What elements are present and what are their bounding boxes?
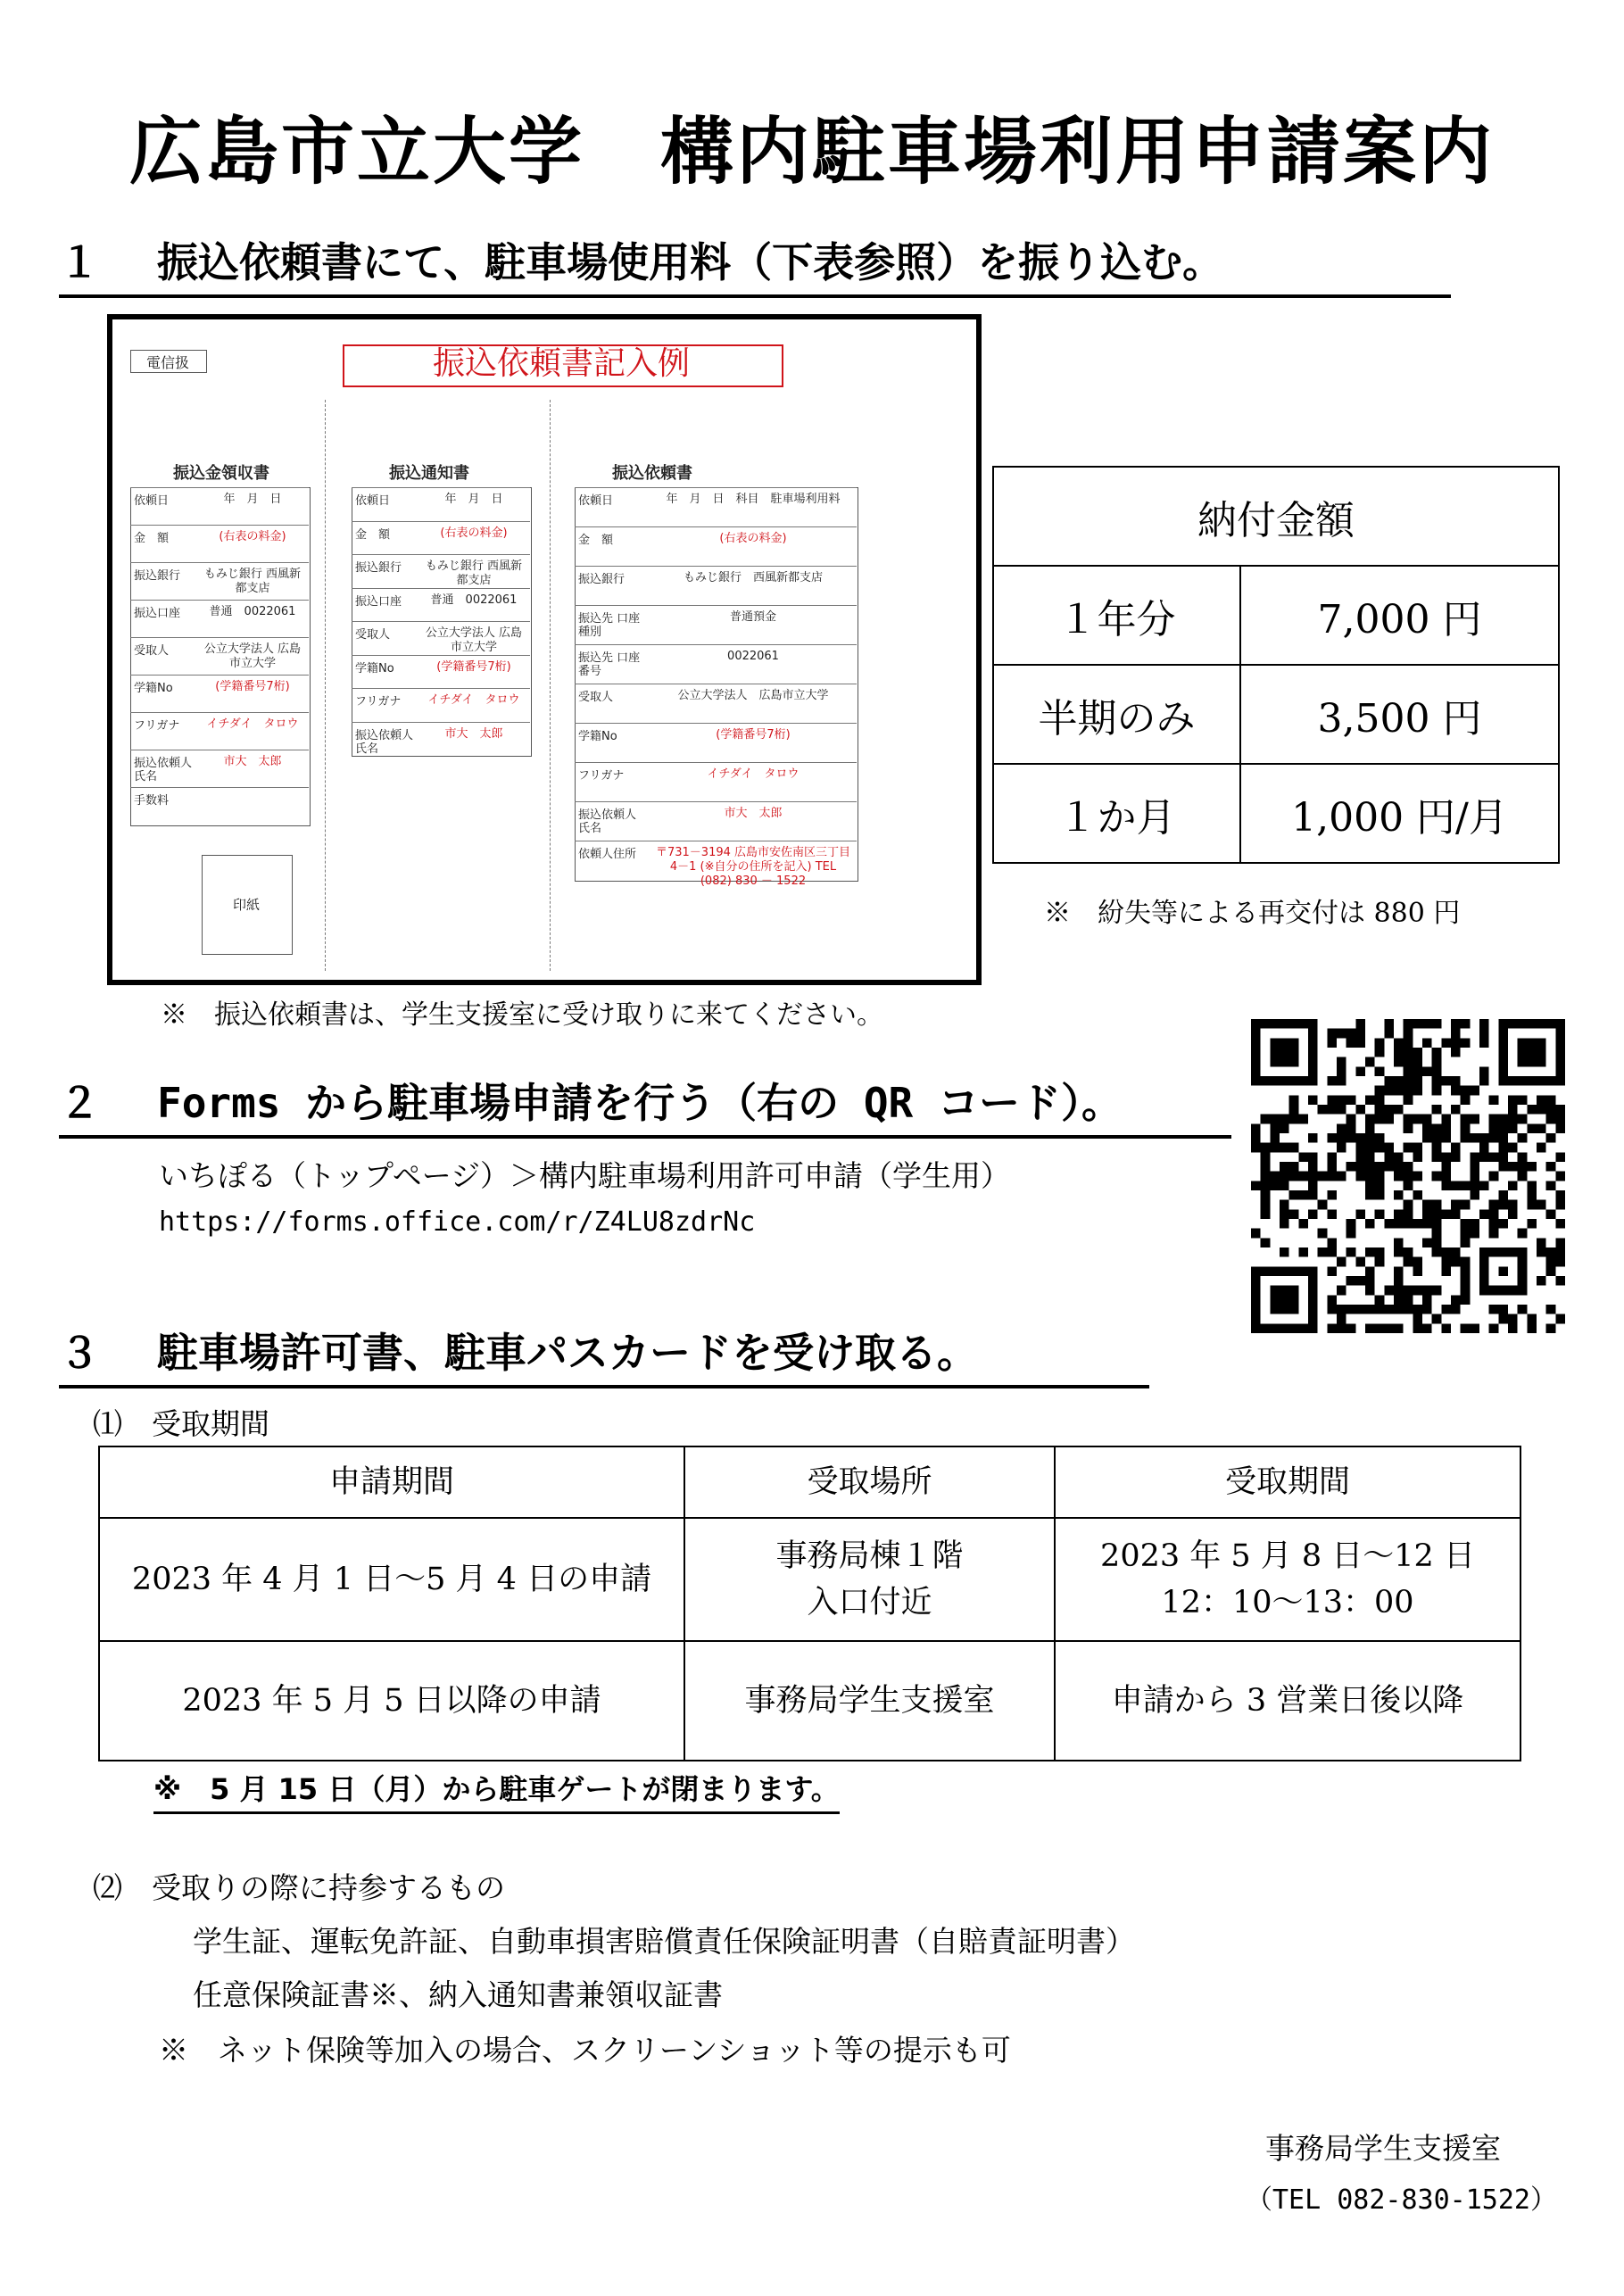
form-row-label: 依頼日	[355, 494, 391, 508]
schedule-header-cell: 受取期間	[1055, 1446, 1520, 1518]
form-row-label: 依頼日	[134, 494, 170, 508]
form-row-label: 振込依頼人 氏名	[578, 808, 637, 835]
form-row-line	[130, 712, 309, 713]
form-row-line	[352, 521, 530, 522]
form-row-value: 公立大学法人 広島市立大学	[425, 626, 523, 654]
form-row-line	[352, 487, 530, 488]
form-row-label: 振込依頼人 氏名	[134, 757, 193, 783]
fee-row-value: 7,000 円	[1240, 566, 1559, 665]
fee-table-header: 納付金額	[993, 467, 1559, 566]
form-row-value: 0022061	[727, 650, 779, 663]
form-row-line	[352, 621, 530, 622]
form-row-label: 受取人	[355, 628, 391, 642]
form-row-label: 振込銀行	[578, 573, 626, 586]
form-row-label: フリガナ	[134, 719, 180, 733]
form-row-value: (右表の料金)	[719, 532, 787, 545]
section-3-number: ３	[59, 1329, 100, 1377]
items-note: ※ ネット保険等加入の場合、スクリーンショット等の提示も可	[159, 2033, 1011, 2068]
form-row-value: (右表の料金)	[219, 530, 286, 543]
form-row-label: 学籍No	[355, 661, 394, 676]
form-row-line	[575, 566, 857, 567]
form-row-label: 受取人	[134, 644, 170, 658]
form-row-value: 年 月 日	[444, 493, 503, 506]
form-row-line	[575, 487, 857, 488]
form-separator-2	[550, 400, 551, 971]
section-2-heading	[59, 1071, 1231, 1139]
form-row-label: 金 額	[355, 527, 391, 542]
telegram-stamp: 電信扱	[145, 354, 189, 371]
schedule-cell: 2023 年 5 月 8 日～12 日 12：10～13：00	[1055, 1518, 1520, 1641]
form-row-label: 振込口座	[134, 607, 181, 620]
form-row-value: (学籍番号7桁)	[436, 659, 511, 674]
schedule-cell: 2023 年 4 月 1 日～5 月 4 日の申請	[99, 1518, 684, 1641]
section-1-number: １	[59, 238, 100, 286]
fee-row-value: 3,500 円	[1240, 665, 1559, 764]
form-row-label: 依頼人住所	[578, 848, 637, 861]
form-row-label: 振込銀行	[355, 561, 402, 575]
form-row-value: 公立大学法人 広島市立大学	[677, 689, 829, 702]
form-row-label: フリガナ	[355, 695, 402, 709]
form-row-value: (右表の料金)	[440, 526, 508, 540]
section-3-title: 駐車場許可書、駐車パスカードを受け取る。	[157, 1329, 978, 1377]
schedule-header-cell: 申請期間	[99, 1446, 684, 1518]
portal-path: いちぽる（トップページ）＞構内駐車場利用許可申請（学生用）	[159, 1158, 1011, 1193]
form-row-line	[352, 655, 530, 656]
form-separator-1	[325, 400, 326, 971]
form-row-line	[130, 562, 309, 563]
form-row-label: 学籍No	[134, 682, 173, 695]
form-row-label: 振込先 口座種別	[578, 612, 641, 639]
form-row-label: 学籍No	[578, 730, 617, 743]
page-title: 広島市立大学 構内駐車場利用申請案内	[128, 110, 1495, 195]
form-row-line	[130, 487, 309, 488]
form-row-label: 金 額	[578, 534, 614, 547]
form-row-line	[130, 787, 309, 788]
form-row-line	[352, 722, 530, 723]
form-row-line	[575, 644, 857, 645]
form-row-label: 手数料	[134, 794, 170, 808]
form-row-value: もみじ銀行 西風新都支店	[425, 559, 523, 587]
form-row-line	[575, 801, 857, 802]
footer-office: 事務局学生支援室	[1265, 2131, 1501, 2166]
form-row-label: 振込銀行	[134, 569, 181, 583]
form-row-line	[352, 554, 530, 555]
items-subheading: ⑵ 受取りの際に持参するもの	[93, 1870, 505, 1905]
form-row-value: イチダイ タロウ	[206, 717, 299, 731]
form-row-value: 普通 0022061	[209, 605, 296, 618]
schedule-header-row	[99, 1446, 1520, 1518]
schedule-cell: 事務局学生支援室	[684, 1641, 1055, 1761]
form-row-line	[130, 600, 309, 601]
qr-code[interactable]	[1251, 1019, 1565, 1333]
form-row-value: 市大 太郎	[724, 807, 783, 820]
forms-url-link[interactable]: https://forms.office.com/r/Z4LU8zdrNc	[159, 1206, 756, 1238]
fee-row-value: 1,000 円/月	[1240, 764, 1559, 863]
fee-row	[993, 764, 1559, 863]
form-row-value: 市大 太郎	[223, 755, 282, 768]
items-line-2: 任意保険証書※、納入通知書兼領収証書	[193, 1977, 723, 2012]
fee-row-label: 半期のみ	[993, 665, 1240, 764]
form-row-label: 振込口座	[355, 594, 402, 609]
form-row-line	[352, 688, 530, 689]
fee-row-label: １か月	[993, 764, 1240, 863]
fee-row-label: １年分	[993, 566, 1240, 665]
form-row-value: イチダイ タロウ	[427, 693, 520, 707]
schedule-cell: 事務局棟１階 入口付近	[684, 1518, 1055, 1641]
form-row-value: (学籍番号7桁)	[215, 680, 290, 693]
form-row-value: 年 月 日 科目 駐車場利用料	[666, 493, 841, 506]
fee-table-header-row	[993, 467, 1559, 566]
form-row-value: 普通預金	[729, 610, 776, 624]
form-sample-title: 振込依頼書記入例	[432, 345, 690, 382]
section-2-number: ２	[59, 1079, 100, 1127]
section-2-title: Forms から駐車場申請を行う（右の QR コード）。	[157, 1079, 1123, 1127]
form-pickup-note: ※ 振込依頼書は、学生支援室に受け取りに来てください。	[161, 999, 883, 1031]
transfer-form-sample	[107, 314, 982, 985]
form-row-line	[575, 605, 857, 606]
part1-header: 振込金領収書	[173, 464, 269, 483]
form-row-value: もみじ銀行 西風新都支店	[683, 571, 823, 584]
schedule-row	[99, 1641, 1520, 1761]
form-row-line	[130, 675, 309, 676]
part1-stamp: 印紙	[232, 897, 260, 913]
items-line-1: 学生証、運転免許証、自動車損害賠償責任保険証明書（自賠責証明書）	[193, 1924, 1135, 1959]
form-row-label: 金 額	[134, 532, 170, 545]
reissue-fee-note: ※ 紛失等による再交付は 880 円	[1044, 898, 1461, 929]
part3-header: 振込依頼書	[612, 464, 692, 483]
form-row-line	[575, 723, 857, 724]
form-row-label: 依頼日	[578, 494, 614, 508]
form-row-line	[130, 525, 309, 526]
form-row-line	[575, 526, 857, 527]
form-row-label: 受取人	[578, 691, 614, 704]
form-row-value: もみじ銀行 西風新都支店	[203, 568, 302, 595]
form-row-value: 市大 太郎	[444, 726, 503, 741]
footer-tel: （TEL 082-830-1522）	[1246, 2184, 1557, 2216]
form-row-value: (学籍番号7桁)	[716, 728, 791, 742]
schedule-row	[99, 1518, 1520, 1641]
schedule-cell: 申請から 3 営業日後以降	[1055, 1641, 1520, 1761]
form-row-line	[352, 588, 530, 589]
form-row-value: イチダイ タロウ	[707, 767, 800, 781]
form-row-line	[130, 637, 309, 638]
gate-close-note: ※ 5 月 15 日（月）から駐車ゲートが閉まります。	[153, 1767, 840, 1814]
pickup-schedule-table	[98, 1446, 1521, 1761]
fee-table	[992, 466, 1560, 864]
section-1-heading	[59, 230, 1451, 298]
pickup-period-subheading: ⑴ 受取期間	[93, 1406, 269, 1441]
form-row-label: フリガナ	[578, 769, 625, 783]
form-row-value: 公立大学法人 広島市立大学	[203, 642, 302, 670]
schedule-header-cell: 受取場所	[684, 1446, 1055, 1518]
section-1-title: 振込依頼書にて、駐車場使用料（下表参照）を振り込む。	[157, 238, 1224, 286]
fee-row	[993, 665, 1559, 764]
form-row-label: 振込依頼人 氏名	[355, 728, 414, 756]
form-row-line	[575, 762, 857, 763]
form-row-label: 振込先 口座番号	[578, 651, 641, 678]
part2-header: 振込通知書	[389, 464, 469, 483]
form-row-value: 普通 0022061	[430, 593, 518, 607]
form-row-value: 〒731－3194 広島市安佐南区三丁目4－1 (※自分の住所を記入) TEL (082) 830 － 1522	[655, 846, 851, 888]
fee-row	[993, 566, 1559, 665]
form-row-value: 年 月 日	[223, 493, 282, 506]
section-3-heading	[59, 1321, 1149, 1388]
schedule-cell: 2023 年 5 月 5 日以降の申請	[99, 1641, 684, 1761]
